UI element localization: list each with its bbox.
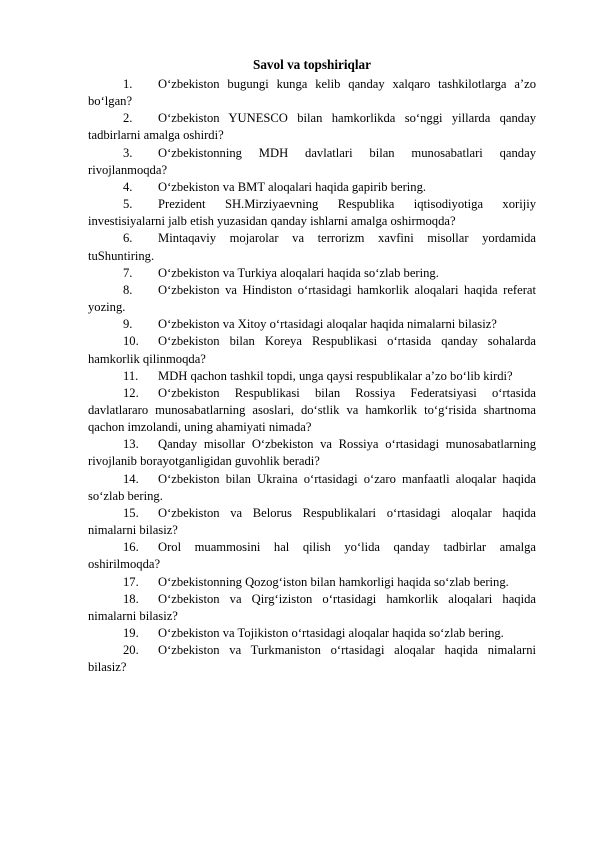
question-text: O‘zbekiston YUNESCO bilan hamkorlikda so‘nggi yillarda qanday tadbirlarni amalga oshirdi? (88, 111, 536, 143)
question-number: 6. (123, 231, 133, 246)
question-number: 4. (123, 179, 133, 194)
question-item (88, 368, 536, 385)
question-item (88, 282, 536, 316)
question-number: 11. (123, 368, 139, 383)
question-text: MDH qachon tashkil topdi, unga qaysi respublikalar a’zo bo‘lib kirdi? (158, 368, 513, 383)
question-text: O‘zbekiston va Belorus Respublikalari o‘rtasidagi aloqalar haqida nimalarni bilasiz? (88, 505, 536, 538)
question-item (88, 642, 536, 676)
question-number: 3. (123, 145, 133, 160)
question-text: O‘zbekiston va Turkiya aloqalari haqida so‘zlab bering. (158, 265, 439, 280)
question-item (88, 574, 536, 591)
question-number: 2. (123, 111, 133, 126)
page-title: Savol va topshiriqlar (253, 57, 371, 72)
question-number: 12. (123, 385, 139, 400)
question-text: O‘zbekiston bilan Koreya Respublikasi o‘rtasida qanday sohalarda hamkorlik qilinmoqda? (88, 334, 536, 366)
question-item (88, 110, 536, 144)
question-item (88, 230, 536, 264)
question-text: O‘zbekiston va Qirg‘iziston o‘rtasidagi hamkorlik aloqalari haqida nimalarni bilasiz? (88, 591, 536, 623)
question-item (88, 316, 536, 333)
question-text: O‘zbekiston bugungi kunga kelib qanday xalqaro tashkilotlarga a’zo bo‘lgan? (88, 77, 536, 109)
question-number: 9. (123, 317, 133, 332)
question-item (88, 591, 536, 625)
question-text: O‘zbekiston va Xitoy o‘rtasidagi aloqalar haqida nimalarni bilasiz? (158, 317, 497, 332)
question-item (88, 265, 536, 282)
question-item (88, 385, 536, 436)
question-text: Prezident SH.Mirziyaevning Respublika iqtisodiyotiga xorijiy investisiyalarni jalb etish yuzasidan qanday ishlarni amalga oshirmoqda? (88, 197, 536, 229)
question-number: 7. (123, 265, 133, 280)
question-number: 1. (123, 77, 133, 91)
question-number: 20. (123, 643, 139, 658)
question-item (88, 539, 536, 573)
question-item (88, 145, 536, 179)
question-number: 8. (123, 282, 133, 297)
question-number: 5. (123, 197, 133, 212)
question-number: 10. (123, 334, 139, 349)
question-text: O‘zbekiston Respublikasi bilan Rossiya Federatsiyasi o‘rtasida davlatlararo munosabatlarning asoslari, do‘stlik va hamkorlik to‘g‘risida shartnoma qachon imzolandi, uning ahamiyati nimada? (88, 385, 536, 435)
question-item (88, 625, 536, 642)
question-number: 16. (123, 540, 139, 555)
question-text: Orol muammosini hal qilish yo‘lida qanday tadbirlar amalga oshirilmoqda? (88, 540, 536, 572)
question-text: O‘zbekiston va BMT aloqalari haqida gapirib bering. (158, 179, 427, 194)
question-number: 17. (123, 574, 139, 589)
question-item (88, 436, 536, 470)
question-item (88, 505, 536, 539)
question-list (88, 76, 536, 676)
question-item (88, 76, 536, 110)
question-item (88, 196, 536, 230)
question-text: Mintaqaviy mojarolar va terrorizm xavfini misollar yordamida tuShuntiring. (88, 231, 536, 263)
question-number: 15. (123, 505, 139, 520)
document-page (88, 56, 536, 676)
question-number: 19. (123, 626, 139, 640)
question-text: O‘zbekiston va Tojikiston o‘rtasidagi aloqalar haqida so‘zlab bering. (158, 626, 504, 640)
question-number: 13. (123, 437, 139, 452)
question-text: O‘zbekistonning Qozog‘iston bilan hamkorligi haqida so‘zlab bering. (158, 574, 509, 589)
question-number: 18. (123, 591, 139, 606)
question-item (88, 333, 536, 367)
question-text: O‘zbekiston bilan Ukraina o‘rtasidagi o‘zaro manfaatli aloqalar haqida so‘zlab bering. (88, 471, 536, 503)
question-text: Qanday misollar O‘zbekiston va Rossiya o‘rtasidagi munosabatlarning rivojlanib borayotganligidan guvohlik beradi? (88, 437, 536, 469)
question-text: O‘zbekiston va Turkmaniston o‘rtasidagi aloqalar haqida nimalarni bilasiz? (88, 643, 536, 675)
question-item (88, 179, 536, 196)
question-number: 14. (123, 471, 139, 486)
question-text: O‘zbekiston va Hindiston o‘rtasidagi hamkorlik aloqalari haqida referat yozing. (88, 282, 536, 315)
question-item (88, 471, 536, 505)
question-text: O‘zbekistonning MDH davlatlari bilan munosabatlari qanday rivojlanmoqda? (88, 145, 536, 177)
